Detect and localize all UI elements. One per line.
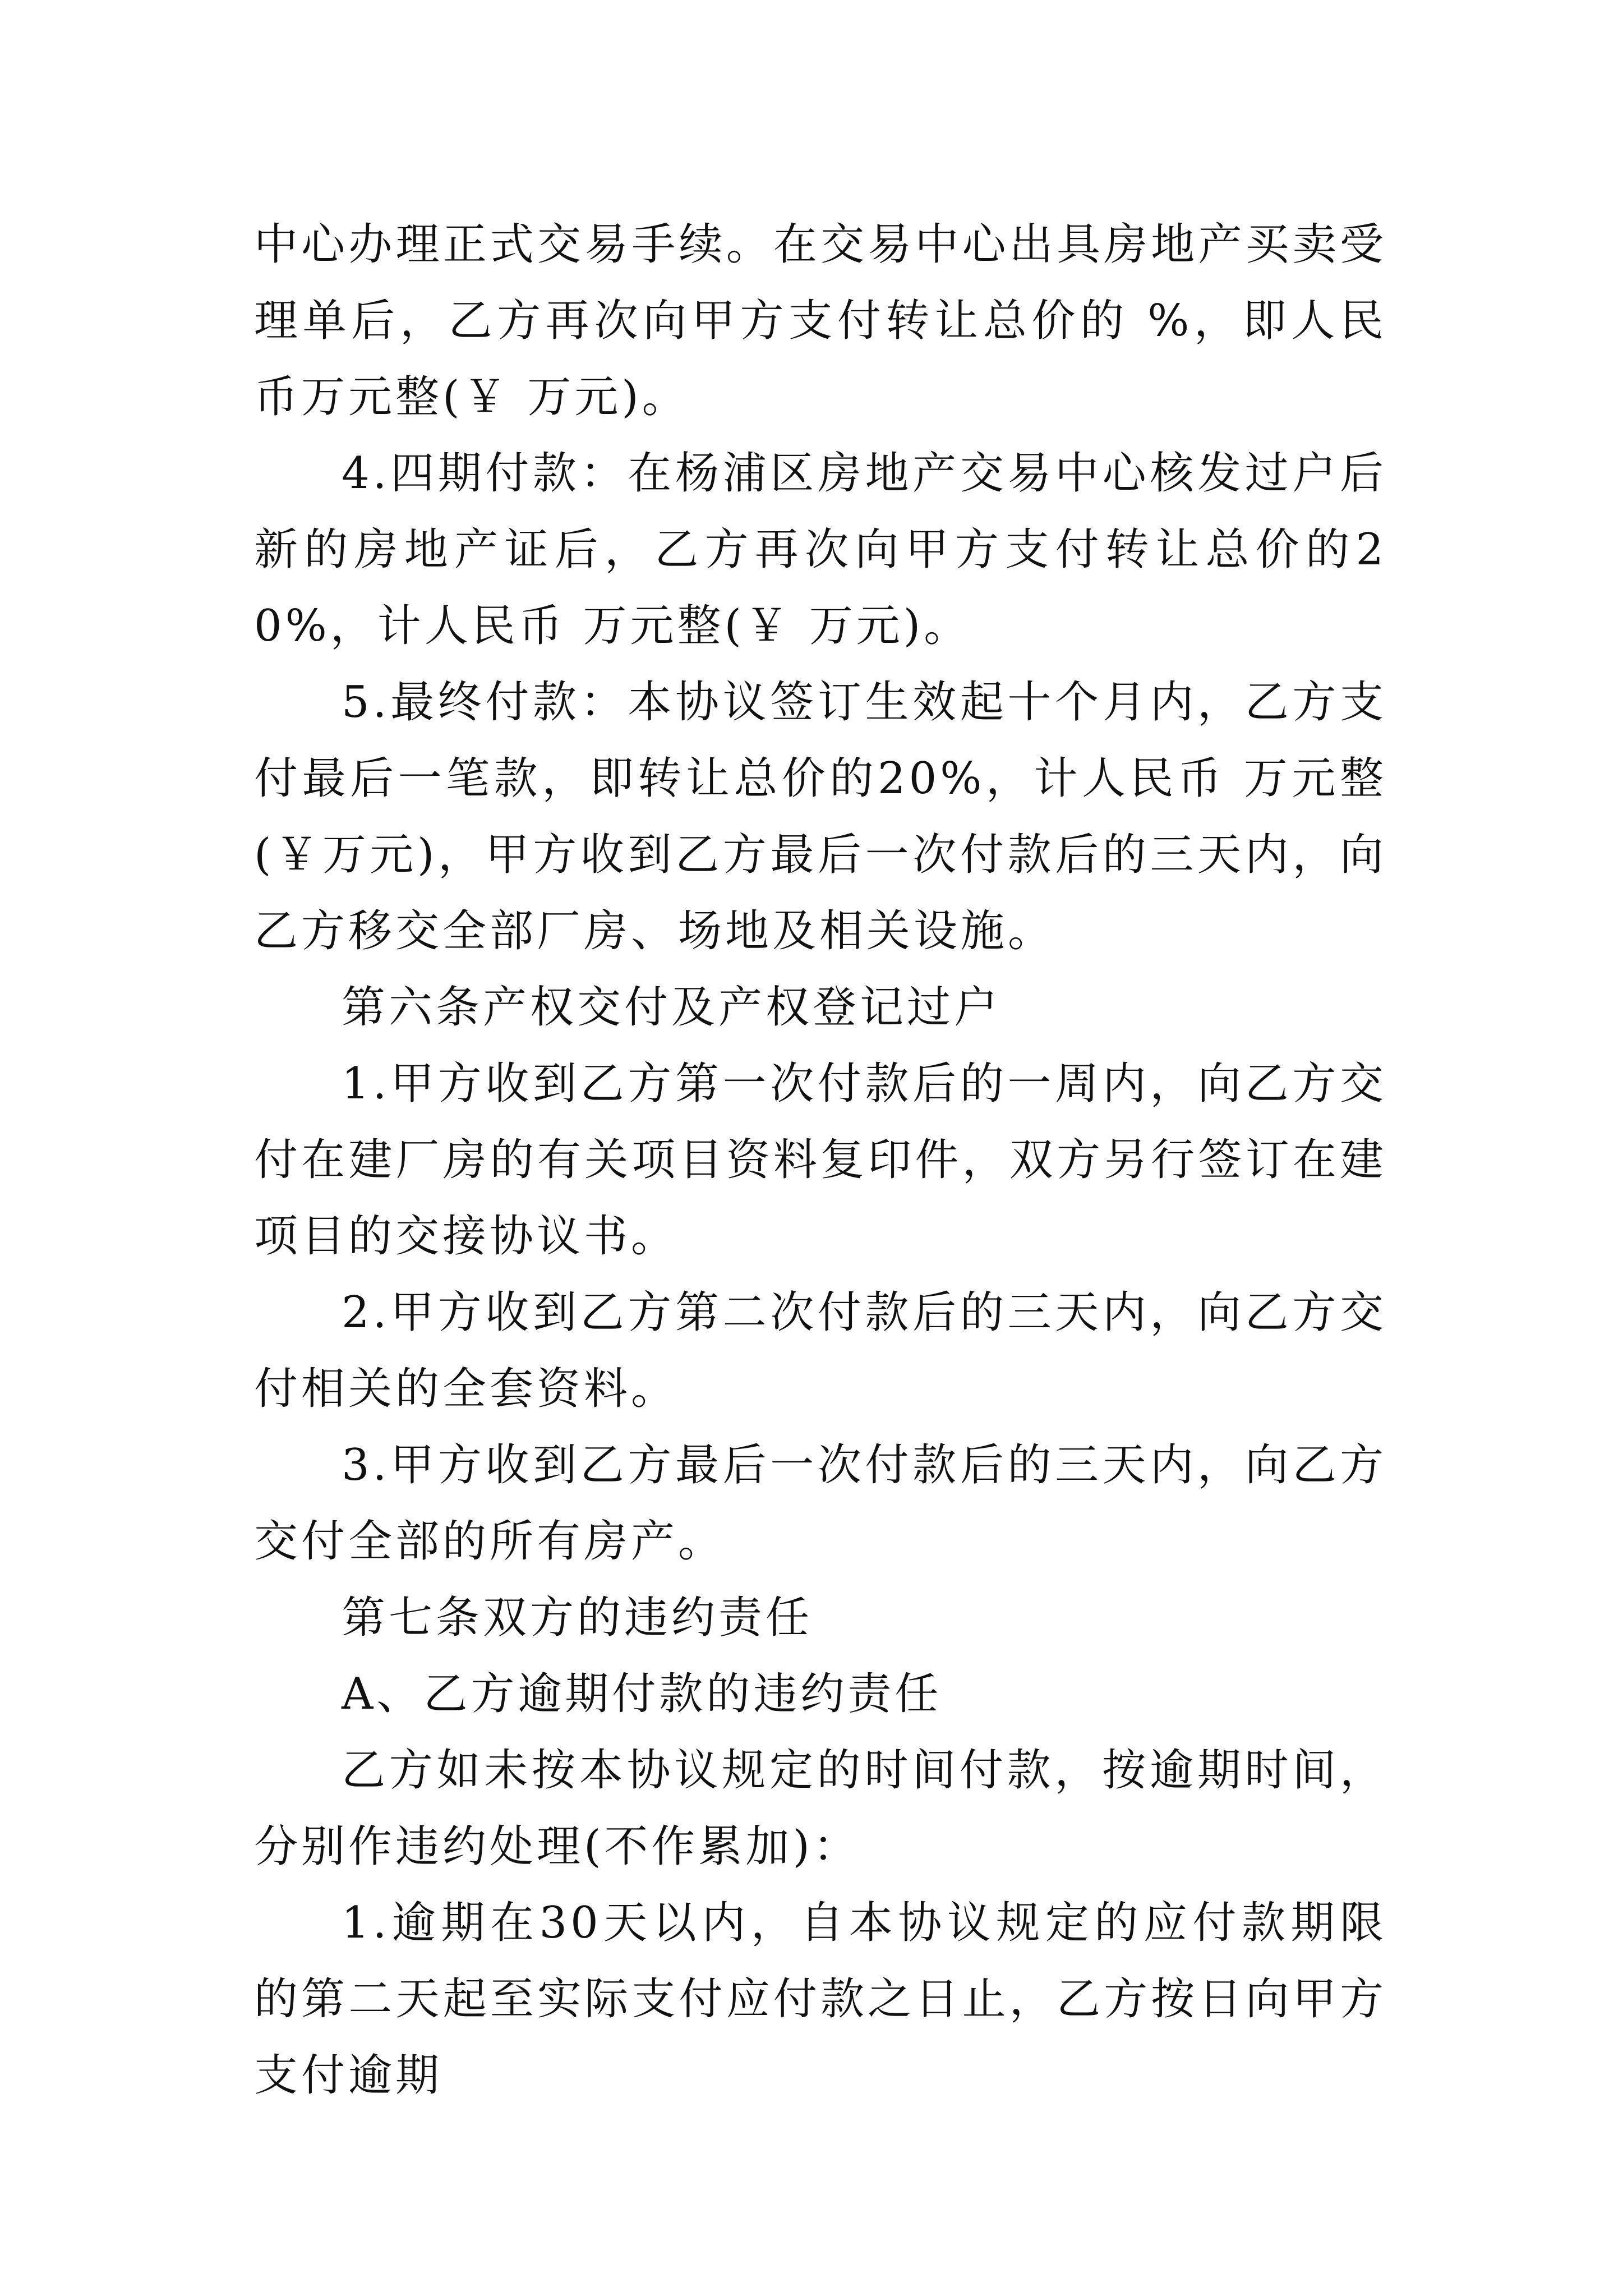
paragraph-article-six-item-1: 1.甲方收到乙方第一次付款后的一周内，向乙方交付在建厂房的有关项目资料复印件，双方另行签订在建项目的交接协议书。 [254,1059,1387,1262]
heading-article-six: 第六条产权交付及产权登记过户 [342,982,1002,1033]
paragraph-fourth-payment: 4.四期付款：在杨浦区房地产交易中心核发过户后新的房地产证后，乙方再次向甲方支付转让总价的20%，计人民币 万元整(￥ 万元)。 [254,448,1387,651]
document-body [254,206,1387,2114]
paragraph-article-six-item-3: 3.甲方收到乙方最后一次付款后的三天内，向乙方交付全部的所有房产。 [254,1440,1387,1567]
paragraph-transaction-procedure: 中心办理正式交易手续。在交易中心出具房地产买卖受理单后，乙方再次向甲方支付转让总价的 %，即人民币万元整(￥ 万元)。 [254,219,1387,422]
heading-article-seven: 第七条双方的违约责任 [342,1593,813,1643]
paragraph-article-six-item-2: 2.甲方收到乙方第二次付款后的三天内，向乙方交付相关的全套资料。 [254,1287,1387,1414]
subheading-late-payment-liability: A、乙方逾期付款的违约责任 [342,1669,942,1719]
paragraph-final-payment: 5.最终付款：本协议签订生效起十个月内，乙方支付最后一笔款，即转让总价的20%，计人民币 万元整(￥万元)，甲方收到乙方最后一次付款后的三天内，向乙方移交全部厂房、场地及相关设施。 [254,677,1387,956]
paragraph-late-payment-intro: 乙方如未按本协议规定的时间付款，按逾期时间，分别作违约处理(不作累加)： [254,1745,1387,1872]
paragraph-late-payment-item-1: 1.逾期在30天以内，自本协议规定的应付款期限的第二天起至实际支付应付款之日止，乙方按日向甲方支付逾期 [254,1898,1387,2101]
